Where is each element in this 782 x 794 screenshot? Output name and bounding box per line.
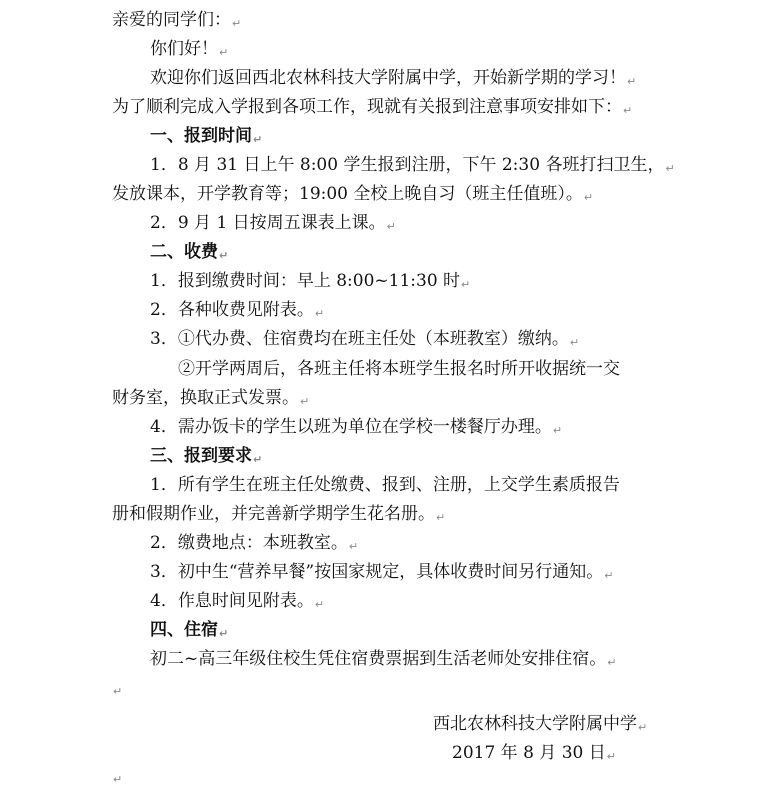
section-1-item-1-line-2 [112,180,782,209]
section-2-item-3-line-3 [112,384,782,413]
section-heading: 四、住宿 [150,620,218,640]
section-1-title [150,122,782,151]
list-item-text: 3．初中生“营养早餐”按国家规定，具体收费时间另行通知。 [150,562,604,582]
section-3-item-4 [150,587,782,616]
section-heading: 二、收费 [150,242,218,262]
intro-text-2: 为了顺利完成入学报到各项工作，现就有关报到注意事项安排如下： [112,97,622,117]
list-item-text: 4．作息时间见附表。 [150,591,314,611]
paragraph-mark-icon: ↵ [436,511,446,524]
paragraph-mark-icon: ↵ [627,75,637,88]
list-item-text: 2．缴费地点：本班教室。 [150,533,348,553]
paragraph-mark-icon: ↵ [607,656,617,669]
intro-text-1: 欢迎你们返回西北农林科技大学附属中学，开始新学期的学习！ [150,68,626,88]
paragraph-mark-icon: ↵ [253,453,263,466]
empty-line [112,762,782,791]
greeting-line [112,6,782,35]
section-heading: 一、报到时间 [150,126,252,146]
paragraph-mark-icon: ↵ [348,540,359,553]
section-4-content [150,645,782,674]
section-3-item-2 [150,529,782,558]
paragraph-mark-icon: ↵ [606,750,616,763]
paragraph-mark-icon: ↵ [113,685,123,698]
paragraph-mark-icon: ↵ [569,336,580,349]
list-item-text: 3．①代办费、住宿费均在班主任处（本班教室）缴纳。 [150,329,569,349]
section-heading: 三、报到要求 [150,446,252,466]
section-3-item-1-line-2 [112,500,782,529]
list-item-text: 财务室，换取正式发票。 [112,388,299,408]
paragraph-mark-icon: ↵ [232,17,242,30]
list-item-text: 1．8 月 31 日上午 8:00 学生报到注册，下午 2:30 各班打扫卫生， [150,155,665,175]
greeting: 亲爱的同学们： [112,10,231,30]
section-2-item-2 [150,296,782,325]
paragraph-mark-icon: ↵ [314,598,325,611]
signature-school: 西北农林科技大学附属中学 [433,714,637,734]
paragraph-mark-icon: ↵ [386,220,396,233]
section-2-item-3-line-1 [150,325,782,354]
intro-line-1 [150,64,782,93]
section-2-item-1 [150,267,782,296]
section-2-item-3-line-2 [178,355,782,384]
list-item-text: 4．需办饭卡的学生以班为单位在学校一楼餐厅办理。 [150,417,552,437]
section-2-title [150,238,782,267]
paragraph-mark-icon: ↵ [219,627,229,640]
section-1-item-1-line-1 [150,151,782,180]
paragraph-mark-icon: ↵ [461,278,471,291]
paragraph-mark-icon: ↵ [314,307,325,320]
list-item-text: ②开学两周后，各班主任将本班学生报名时所开收据统一交 [178,359,620,379]
paragraph-mark-icon: ↵ [638,721,648,734]
paragraph-mark-icon: ↵ [552,424,563,437]
list-item-text: 1．所有学生在班主任处缴费、报到、注册，上交学生素质报告 [150,475,620,495]
section-3-title [150,442,782,471]
list-item-text: 2．各种收费见附表。 [150,300,314,320]
paragraph-mark-icon: ↵ [665,162,675,175]
signature-date: 2017 年 8 月 30 日 [452,743,606,763]
hello-line [150,35,782,64]
list-item-text: 发放课本，开学教育等；19:00 全校上晚自习（班主任值班）。 [112,184,583,204]
paragraph-mark-icon: ↵ [219,249,229,262]
hello: 你们好！ [150,39,218,59]
paragraph-mark-icon: ↵ [583,191,594,204]
paragraph-text: 初二~高三年级住校生凭住宿费票据到生活老师处安排住宿。 [150,649,607,669]
list-item-text: 1．报到缴费时间：早上 8:00~11:30 时 [150,271,461,291]
empty-line [112,674,782,703]
paragraph-mark-icon: ↵ [219,46,229,59]
paragraph-mark-icon: ↵ [623,104,633,117]
paragraph-mark-icon: ↵ [604,569,614,582]
list-item-text: 册和假期作业，并完善新学期学生花名册。 [112,504,435,524]
paragraph-mark-icon: ↵ [300,395,310,408]
intro-line-2 [112,93,782,122]
paragraph-mark-icon: ↵ [253,133,263,146]
section-1-item-2 [150,209,782,238]
section-4-title [150,616,782,645]
section-3-item-1-line-1 [150,471,782,500]
section-2-item-4 [150,413,782,442]
list-item-text: 2．9 月 1 日按周五课表上课。 [150,213,386,233]
section-3-item-3 [150,558,782,587]
paragraph-mark-icon: ↵ [113,773,123,786]
signature-school-line [433,710,782,739]
